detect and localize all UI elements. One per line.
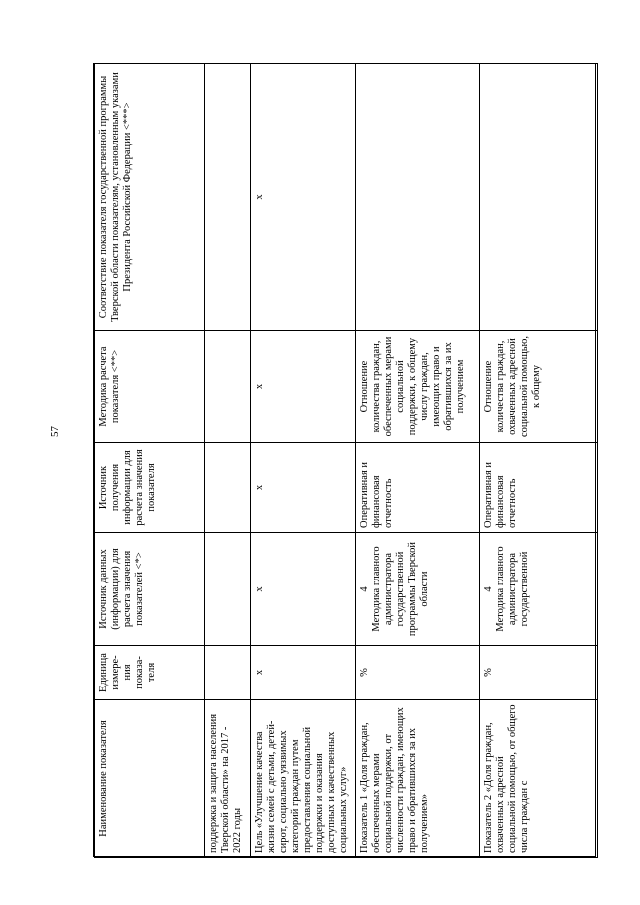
header-indicator-name: Наименование показателя [95,700,205,858]
cell-indicator-name: Показатель 1 «Доля граждан, обеспеченных мерами социальной поддержки, от численности граждан, имеющих право и обратившихся за их получением» [356,700,480,858]
cell-data-source [205,533,251,646]
table-header-row [95,64,205,858]
source-note: Методика главного администратора государственной [495,546,530,632]
cell-method: х [251,331,356,443]
header-info-source: Источник получения информации для расчета значения показателя [95,443,205,533]
cell-correspondence [480,64,598,331]
header-unit: Единица измере-ния показа-теля [95,646,205,700]
source-note: Методика главного администратора государственной программы Тверской области [371,541,430,637]
table-row [251,64,356,858]
cell-unit [205,646,251,700]
cell-unit: % [356,646,480,700]
table-row [205,64,251,858]
cell-unit: % [480,646,598,700]
source-ref-number: 4 [359,586,370,592]
cell-info-source: х [251,443,356,533]
cell-indicator-name: поддержка и защита населения Тверской области» на 2017 - 2022 годы [205,700,251,858]
cell-info-source: Оперативная и финансовая отчетность [356,443,480,533]
cell-correspondence [356,64,480,331]
cell-method: Отношение количества граждан, обеспеченных мерами социальной поддержки, к общему числу граждан, имеющих право и обратившихся за их получением [356,331,480,443]
cell-info-source: Оперативная и финансовая отчетность [480,443,598,533]
cell-data-source: х [251,533,356,646]
page-number: 57 [49,426,61,437]
cell-method [205,331,251,443]
cell-info-source [205,443,251,533]
indicators-table [94,63,598,858]
header-correspondence: Соответствие показателя государственной программы Тверской области показателям, установленным указами Президента Российской Федерации <***> [95,64,205,331]
rotated-table-container [94,64,597,858]
cell-correspondence: х [251,64,356,331]
cell-method: Отношение количества граждан, охваченных адресной социальной помощью, к общему [480,331,598,443]
header-data-source: Источник данных (информации) для расчета значения показателей <*> [95,533,205,646]
cell-unit: х [251,646,356,700]
source-ref-number: 4 [483,586,494,592]
table-row [356,64,480,858]
header-method: Методика расчета показателя <**> [95,331,205,443]
cell-correspondence [205,64,251,331]
cell-data-source [480,533,598,646]
cell-indicator-name: Показатель 2 «Доля граждан, охваченных адресной социальной помощью, от общего числа граждан с [480,700,598,858]
indicators-table-frame [93,63,596,857]
cell-indicator-name: Цель «Улучшение качества жизни семей с детьми, детей-сирот, социально уязвимых категорий граждан путем предоставления социальной поддержки и оказания доступных и качественных социальных услуг» [251,700,356,858]
table-row [480,64,598,858]
cell-data-source [356,533,480,646]
